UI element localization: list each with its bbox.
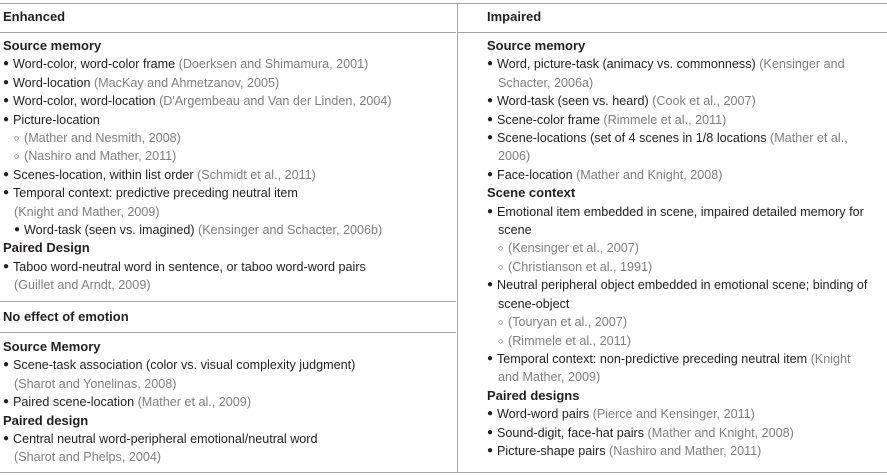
list-item: ● Word, picture-task (animacy vs. commonness) (Kensinger and xyxy=(487,55,885,73)
no-effect-cell xyxy=(3,338,453,467)
header-rule-left xyxy=(0,32,456,33)
bullet-icon: ● xyxy=(3,95,10,107)
list-item-continuation: (Knight and Mather, 2009) xyxy=(14,204,160,219)
list-item: ● Central neutral word-peripheral emotional/neutral word xyxy=(3,430,453,448)
list-item: ● Paired scene-location (Mather et al., 2009) xyxy=(3,393,453,411)
list-item: ● Emotional item embedded in scene, impaired detailed memory for xyxy=(487,203,885,221)
list-item-continuation: and Mather, 2009) xyxy=(498,370,601,385)
list-item: ○ (Christianson et al., 1991) xyxy=(487,258,885,276)
bullet-icon: ● xyxy=(3,260,10,272)
list-item: ● Word-task (seen vs. heard) (Cook et al., 2007) xyxy=(487,92,885,110)
list-item: ● Taboo word-neutral word in sentence, or taboo word-word pairs xyxy=(3,258,453,276)
list-item-continuation: 2006) xyxy=(498,149,531,164)
list-item: ○ (Nashiro and Mather, 2011) xyxy=(3,147,453,165)
header-rule-right xyxy=(458,32,887,33)
list-item-continuation: scene xyxy=(498,223,532,238)
no-effect-source-memory-heading: Source Memory xyxy=(3,339,101,354)
bullet-icon: ● xyxy=(487,408,494,420)
bullet-icon: ● xyxy=(487,95,494,107)
column-divider xyxy=(457,3,458,473)
header-no-effect: No effect of emotion xyxy=(3,309,129,324)
bullet-icon: ● xyxy=(14,224,21,236)
list-item: ● Scene-color frame (Rimmele et al., 2011) xyxy=(487,111,885,129)
list-item: ● Temporal context: predictive preceding neutral item xyxy=(3,184,453,202)
list-item: ● Word-word pairs (Pierce and Kensinger, 2011) xyxy=(487,405,885,423)
bullet-icon: ● xyxy=(487,168,494,180)
hollow-bullet-icon: ○ xyxy=(14,133,20,144)
enhanced-paired-heading: Paired Design xyxy=(3,240,90,256)
list-item-continuation: (Guillet and Arndt, 2009) xyxy=(14,278,151,293)
bullet-icon: ● xyxy=(3,168,10,180)
list-item: ● Scenes-location, within list order (Schmidt et al., 2011) xyxy=(3,166,453,184)
no-effect-paired-heading: Paired design xyxy=(3,412,89,428)
header-impaired: Impaired xyxy=(487,9,542,24)
list-item: ● Word-task (seen vs. imagined) (Kensinger and Schacter, 2006b) xyxy=(3,221,453,239)
bullet-icon: ● xyxy=(3,433,10,445)
list-item-continuation: scene-object xyxy=(498,296,570,311)
bullet-icon: ● xyxy=(3,359,10,371)
header-enhanced: Enhanced xyxy=(3,9,66,24)
bullet-icon: ● xyxy=(487,58,494,70)
list-item-continuation: Schacter, 2006a) xyxy=(498,75,594,90)
impaired-source-memory-heading: Source memory xyxy=(487,38,586,53)
list-item: ● Word-color, word-location (D'Argembeau and Van der Linden, 2004) xyxy=(3,92,453,110)
list-item-continuation: (Sharot and Phelps, 2004) xyxy=(14,450,162,465)
bullet-icon: ● xyxy=(487,113,494,125)
impaired-paired-heading: Paired designs xyxy=(487,387,580,403)
hollow-bullet-icon: ○ xyxy=(14,151,20,162)
bullet-icon: ● xyxy=(3,58,10,70)
list-item: ● Scene-task association (color vs. visual complexity judgment) xyxy=(3,356,453,374)
bullet-icon: ● xyxy=(3,76,10,88)
hollow-bullet-icon: ○ xyxy=(498,261,504,272)
bullet-icon: ● xyxy=(487,205,494,217)
list-item: ● Word-location (MacKay and Ahmetzanov, 2005) xyxy=(3,74,453,92)
enhanced-cell xyxy=(3,37,453,295)
list-item: ● Sound-digit, face-hat pairs (Mather and Knight, 2008) xyxy=(487,424,885,442)
bullet-icon: ● xyxy=(487,352,494,364)
list-item: ● Temporal context: non-predictive preceding neutral item (Knight xyxy=(487,350,885,368)
bullet-icon: ● xyxy=(487,426,494,438)
list-item: ● Word-color, word-color frame (Doerksen and Shimamura, 2001) xyxy=(3,55,453,73)
list-item: ○ (Kensinger et al., 2007) xyxy=(487,239,885,257)
list-item: ● Picture-shape pairs (Nashiro and Mather, 2011) xyxy=(487,442,885,460)
list-item: ● Neutral peripheral object embedded in emotional scene; binding of xyxy=(487,276,885,294)
bullet-icon: ● xyxy=(487,444,494,456)
list-item: ○ (Touryan et al., 2007) xyxy=(487,313,885,331)
bottom-rule xyxy=(0,472,887,473)
hollow-bullet-icon: ○ xyxy=(498,317,504,328)
list-item-continuation: (Sharot and Yonelinas, 2008) xyxy=(14,376,177,391)
hollow-bullet-icon: ○ xyxy=(498,335,504,346)
bullet-icon: ● xyxy=(3,187,10,199)
bullet-icon: ● xyxy=(3,113,10,125)
enhanced-source-memory-heading: Source memory xyxy=(3,38,102,53)
top-rule xyxy=(0,3,887,4)
section-rule-left-bottom xyxy=(0,332,456,333)
list-item: ● Scene-locations (set of 4 scenes in 1/8 locations (Mather et al., xyxy=(487,129,885,147)
hollow-bullet-icon: ○ xyxy=(498,243,504,254)
list-item: ● Face-location (Mather and Knight, 2008) xyxy=(487,166,885,184)
impaired-scene-context-heading: Scene context xyxy=(487,185,576,201)
list-item: ○ (Rimmele et al., 2011) xyxy=(487,332,885,350)
list-item: ○ (Mather and Nesmith, 2008) xyxy=(3,129,453,147)
bullet-icon: ● xyxy=(487,279,494,291)
section-rule-left-top xyxy=(0,301,456,302)
bullet-icon: ● xyxy=(3,396,10,408)
impaired-cell xyxy=(487,37,885,460)
list-item: ● Picture-location xyxy=(3,111,453,129)
bullet-icon: ● xyxy=(487,132,494,144)
